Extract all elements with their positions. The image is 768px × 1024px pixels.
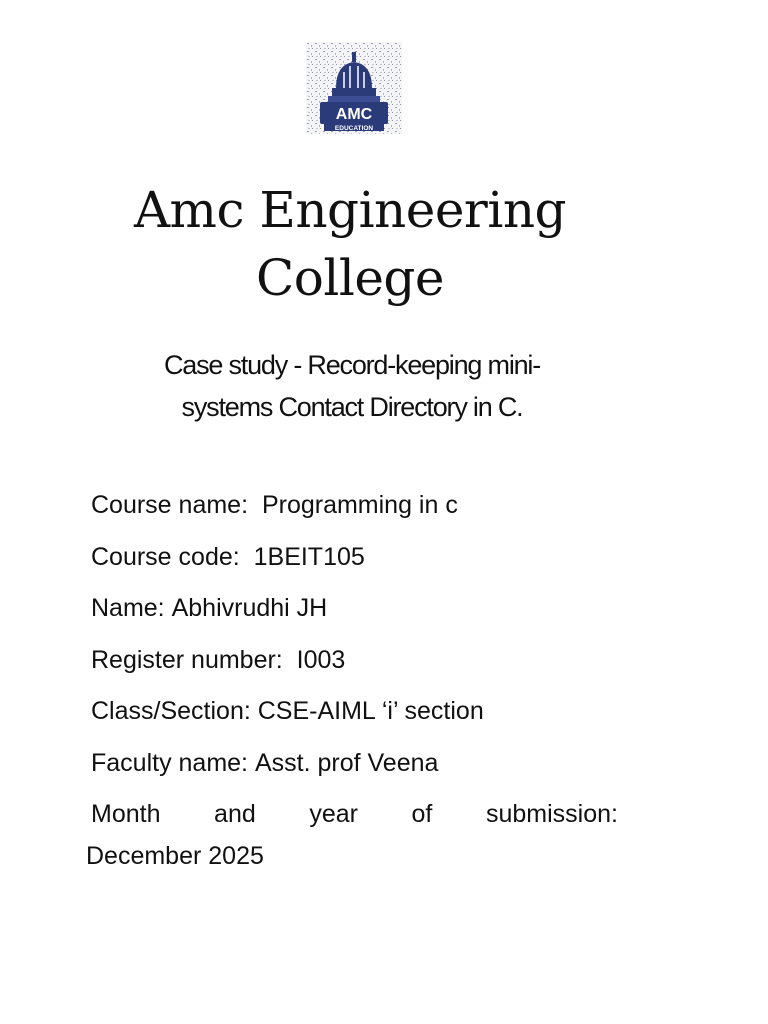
logo-text: AMC — [335, 106, 373, 123]
course-name-row — [91, 484, 616, 536]
submission-row — [86, 793, 618, 877]
faculty-name-row — [91, 742, 616, 794]
class-section-value: CSE-AIML ‘i’ section — [257, 697, 484, 725]
submission-value: December 2025 — [86, 842, 264, 870]
student-name-row — [91, 587, 616, 639]
submission-word: and — [214, 800, 256, 828]
subtitle-line-1: Case study - Record-keeping mini- — [163, 350, 541, 380]
details-list — [91, 484, 616, 793]
course-code-row — [91, 536, 616, 588]
class-section-label: Class/Section: — [91, 697, 251, 725]
logo-subtext: EDUCATION — [334, 125, 374, 132]
faculty-name-label: Faculty name: — [91, 748, 249, 777]
submission-word: Month — [91, 800, 161, 828]
register-number-value: I003 — [296, 645, 346, 674]
submission-label — [86, 793, 618, 835]
title-line-2: College — [255, 249, 445, 307]
course-code-label: Course code: — [91, 542, 240, 571]
submission-word: of — [411, 800, 433, 828]
course-name-value: Programming in c — [261, 491, 458, 519]
faculty-name-value: Asst. prof Veena — [254, 748, 439, 777]
student-name-label: Name: — [91, 594, 165, 622]
register-number-label: Register number: — [91, 645, 283, 674]
page-subtitle — [110, 344, 594, 428]
dome-building-icon — [306, 42, 402, 134]
register-number-row — [91, 639, 616, 691]
submission-word: submission: — [485, 800, 618, 828]
submission-word: year — [309, 800, 358, 828]
student-name-value: Abhivrudhi JH — [171, 594, 328, 622]
course-name-label: Course name: — [91, 491, 249, 519]
title-line-1: Amc Engineering — [133, 181, 567, 239]
college-logo — [306, 42, 402, 134]
course-code-value: 1BEIT105 — [253, 542, 365, 571]
page-title — [100, 176, 600, 312]
subtitle-line-2: systems Contact Directory in C. — [181, 392, 523, 422]
class-section-row — [91, 690, 616, 742]
